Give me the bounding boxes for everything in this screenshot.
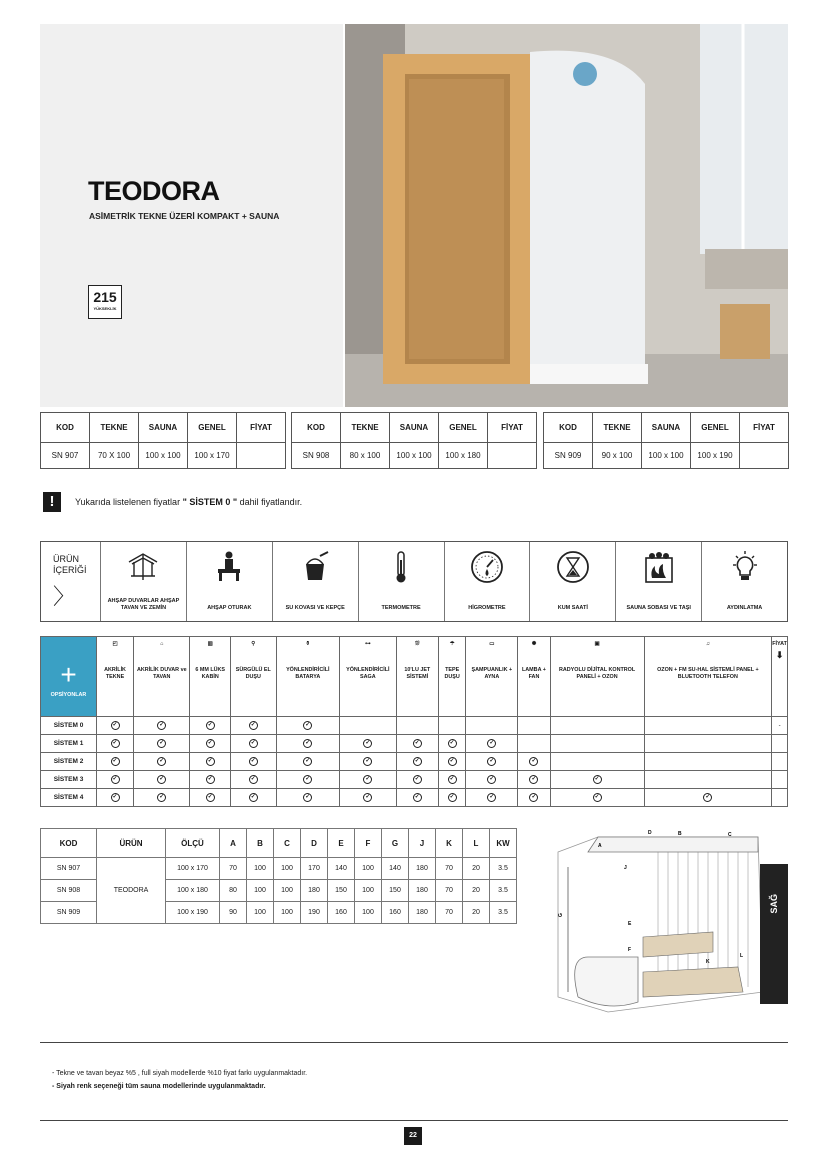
drawing-label-g: G <box>558 913 564 917</box>
option-header: ▭ ŞAMPUANLIK + AYNA <box>466 637 518 717</box>
check-icon: ✓ <box>531 776 537 782</box>
price-header: GENEL <box>691 413 740 443</box>
check-icon: ✓ <box>112 740 118 746</box>
system-name: SİSTEM 4 <box>41 789 97 807</box>
contents-item <box>445 542 531 621</box>
option-cell <box>438 735 465 753</box>
check-icon: ✓ <box>489 740 495 746</box>
dim-cell: 100 <box>274 858 301 880</box>
option-header: ⚱ YÖNLENDİRİCİLİ BATARYA <box>276 637 339 717</box>
system-name: SİSTEM 3 <box>41 771 97 789</box>
dimensions-table <box>40 828 517 924</box>
system-name: SİSTEM 2 <box>41 753 97 771</box>
chevron-right-icon: 〉 <box>53 584 76 609</box>
product-subtitle: ASİMETRİK TEKNE ÜZERİ KOMPAKT + SAUNA <box>89 211 280 221</box>
check-icon: ✓ <box>531 758 537 764</box>
price-cell: 100 x 180 <box>439 443 488 469</box>
dim-cell: 3.5 <box>490 902 517 924</box>
drawing-label-b: B <box>678 831 682 837</box>
check-icon: ✓ <box>489 758 495 764</box>
dim-cell: 100 <box>355 858 382 880</box>
option-header: ☂ TEPE DUŞU <box>438 637 465 717</box>
option-cell <box>396 771 438 789</box>
check-icon: ✓ <box>489 776 495 782</box>
dim-cell: 90 <box>220 902 247 924</box>
check-icon: ✓ <box>250 794 256 800</box>
option-cell <box>438 771 465 789</box>
contents-item-label: HİGROMETRE <box>468 605 506 611</box>
dim-cell: 100 <box>247 902 274 924</box>
check-icon: ✓ <box>305 758 311 764</box>
dim-cell: 80 <box>220 880 247 902</box>
dim-cell: 3.5 <box>490 880 517 902</box>
option-cell <box>134 735 190 753</box>
check-icon: ✓ <box>112 722 118 728</box>
option-cell <box>230 717 276 735</box>
option-cell <box>644 789 772 807</box>
option-cell <box>339 717 396 735</box>
price-cell: SN 908 <box>292 443 341 469</box>
options-header-cell <box>41 637 97 717</box>
option-row <box>41 717 788 735</box>
contents-item-label: AHŞAP OTURAK <box>207 605 252 611</box>
dim-product: TEODORA <box>97 858 166 924</box>
dim-cell: 100 <box>355 880 382 902</box>
option-cell <box>190 771 230 789</box>
dim-cell: 100 x 170 <box>166 858 220 880</box>
drawing-label-l: L <box>740 953 744 959</box>
dim-cell: SN 909 <box>41 902 97 924</box>
dim-cell: 20 <box>463 880 490 902</box>
dim-cell: 70 <box>436 858 463 880</box>
option-header: ⊶ YÖNLENDİRİCİLİ SAGA <box>339 637 396 717</box>
check-icon: ✓ <box>250 776 256 782</box>
system-name: SİSTEM 0 <box>41 717 97 735</box>
contents-item-label: AYDINLATMA <box>726 605 763 611</box>
check-icon: ✓ <box>414 776 420 782</box>
option-cell <box>396 735 438 753</box>
check-icon: ✓ <box>159 740 165 746</box>
option-cell <box>550 735 644 753</box>
option-row <box>41 771 788 789</box>
option-cell <box>134 753 190 771</box>
stove-icon <box>642 550 676 584</box>
check-icon: ✓ <box>250 758 256 764</box>
option-cell <box>518 771 550 789</box>
price-header: TEKNE <box>341 413 390 443</box>
option-cell <box>466 789 518 807</box>
option-cell <box>230 753 276 771</box>
option-cell <box>466 771 518 789</box>
dim-cell: 3.5 <box>490 858 517 880</box>
wood-frame-icon <box>126 550 160 584</box>
pricing-note <box>43 492 302 512</box>
bucket-icon <box>298 550 332 584</box>
contents-item-label: KUM SAATİ <box>557 605 588 611</box>
option-cell <box>339 789 396 807</box>
arrow-down-icon: ⬇ <box>775 650 784 660</box>
dim-header: D <box>301 829 328 858</box>
drawing-label-k: K <box>706 959 710 965</box>
option-cell <box>230 789 276 807</box>
check-icon: ✓ <box>207 722 213 728</box>
dim-header: E <box>328 829 355 858</box>
option-cell <box>134 771 190 789</box>
product-photo <box>345 24 788 407</box>
price-cell: 100 x 100 <box>139 443 188 469</box>
option-cell <box>276 753 339 771</box>
option-cell <box>276 789 339 807</box>
option-cell <box>438 789 465 807</box>
dim-cell: SN 908 <box>41 880 97 902</box>
option-cell <box>339 735 396 753</box>
option-cell <box>97 753 134 771</box>
check-icon: ✓ <box>414 794 420 800</box>
dim-header: ÜRÜN <box>97 829 166 858</box>
price-header: KOD <box>544 413 593 443</box>
footnote-2: - Siyah renk seçeneği tüm sauna modellerinde uygulanmaktadır. <box>52 1083 266 1090</box>
option-cell <box>339 771 396 789</box>
price-cell <box>488 443 537 469</box>
option-cell <box>276 735 339 753</box>
option-row <box>41 789 788 807</box>
dim-cell: 160 <box>328 902 355 924</box>
price-cell: 90 x 100 <box>593 443 642 469</box>
check-icon: ✓ <box>414 758 420 764</box>
option-cell <box>276 717 339 735</box>
option-cell <box>550 717 644 735</box>
option-cell <box>644 771 772 789</box>
option-cell <box>518 717 550 735</box>
note-text-post: dahil fiyatlandır. <box>239 497 303 507</box>
dim-cell: 160 <box>382 902 409 924</box>
check-icon: ✓ <box>594 776 600 782</box>
dim-header: G <box>382 829 409 858</box>
contents-title-line2: İÇERİĞİ <box>53 565 87 575</box>
dim-cell: 190 <box>301 902 328 924</box>
contents-item <box>187 542 273 621</box>
drawing-label-c: C <box>728 832 732 838</box>
dim-header: L <box>463 829 490 858</box>
page-number: 22 <box>404 1127 422 1145</box>
option-price: - <box>772 717 788 735</box>
dim-cell: 150 <box>382 880 409 902</box>
check-icon: ✓ <box>207 758 213 764</box>
option-cell <box>518 753 550 771</box>
thermometer-icon <box>384 550 418 584</box>
dim-header: ÖLÇÜ <box>166 829 220 858</box>
option-cell <box>97 717 134 735</box>
contents-title-line1: ÜRÜN <box>53 554 79 564</box>
plus-icon: + <box>60 659 77 690</box>
dim-cell: 100 <box>247 858 274 880</box>
price-header: GENEL <box>188 413 237 443</box>
footnote-1: - Tekne ve tavan beyaz %5 , full siyah modellerde %10 fiyat farkı uygulanmaktadır. <box>52 1070 308 1077</box>
option-price <box>772 753 788 771</box>
price-table-sn907 <box>40 412 286 469</box>
bulb-icon <box>728 550 762 584</box>
option-cell <box>550 789 644 807</box>
option-cell <box>190 753 230 771</box>
dim-cell: 170 <box>301 858 328 880</box>
contents-item <box>273 542 359 621</box>
hygrometer-icon <box>470 550 504 584</box>
check-icon: ✓ <box>159 794 165 800</box>
option-cell <box>466 735 518 753</box>
option-header: ✺ LAMBA + FAN <box>518 637 550 717</box>
side-indicator <box>760 864 788 1004</box>
price-cell: 100 x 190 <box>691 443 740 469</box>
dim-cell: 180 <box>409 902 436 924</box>
price-cell: 100 x 170 <box>188 443 237 469</box>
option-cell <box>438 717 465 735</box>
dim-cell: SN 907 <box>41 858 97 880</box>
dim-cell: 150 <box>328 880 355 902</box>
divider <box>40 1120 788 1121</box>
product-title: TEODORA <box>88 176 220 206</box>
option-header: ◰ AKRİLİK TEKNE <box>97 637 134 717</box>
check-icon: ✓ <box>705 794 711 800</box>
height-badge <box>88 285 122 319</box>
option-cell <box>230 771 276 789</box>
option-cell <box>550 753 644 771</box>
dim-cell: 100 x 180 <box>166 880 220 902</box>
check-icon: ✓ <box>449 776 455 782</box>
check-icon: ✓ <box>250 740 256 746</box>
options-title: OPSİYONLAR <box>50 692 87 698</box>
contents-item <box>101 542 187 621</box>
check-icon: ✓ <box>305 776 311 782</box>
option-cell <box>644 753 772 771</box>
dim-header: KW <box>490 829 517 858</box>
option-cell <box>97 735 134 753</box>
note-highlight: " SİSTEM 0 " <box>182 497 238 507</box>
option-header-price: FİYAT ⬇ <box>772 637 788 717</box>
dim-cell: 100 x 190 <box>166 902 220 924</box>
option-cell <box>466 753 518 771</box>
option-cell <box>466 717 518 735</box>
side-label: SAĞ <box>769 894 779 914</box>
check-icon: ✓ <box>365 794 371 800</box>
price-cell: SN 907 <box>41 443 90 469</box>
option-cell <box>550 771 644 789</box>
dim-header: A <box>220 829 247 858</box>
dim-row <box>41 858 517 880</box>
option-cell <box>339 753 396 771</box>
option-cell <box>97 789 134 807</box>
check-icon: ✓ <box>449 794 455 800</box>
dim-cell: 70 <box>220 858 247 880</box>
dim-cell: 180 <box>409 858 436 880</box>
dim-cell: 100 <box>274 880 301 902</box>
check-icon: ✓ <box>159 776 165 782</box>
contents-item <box>702 542 787 621</box>
check-icon: ✓ <box>305 722 311 728</box>
technical-drawing <box>548 827 788 1017</box>
check-icon: ✓ <box>594 794 600 800</box>
option-header: ▥ 6 MM LÜKS KABİN <box>190 637 230 717</box>
price-cell: 70 X 100 <box>90 443 139 469</box>
dim-cell: 100 <box>355 902 382 924</box>
check-icon: ✓ <box>112 758 118 764</box>
option-cell <box>644 717 772 735</box>
check-icon: ✓ <box>207 776 213 782</box>
option-cell <box>97 771 134 789</box>
contents-item-label: TERMOMETRE <box>381 605 421 611</box>
price-header: SAUNA <box>139 413 188 443</box>
dim-cell: 70 <box>436 902 463 924</box>
price-header: KOD <box>41 413 90 443</box>
dim-cell: 140 <box>328 858 355 880</box>
check-icon: ✓ <box>207 794 213 800</box>
check-icon: ✓ <box>414 740 420 746</box>
hourglass-icon <box>556 550 590 584</box>
option-cell <box>396 789 438 807</box>
drawing-label-d: D <box>648 830 652 836</box>
check-icon: ✓ <box>365 758 371 764</box>
dim-cell: 100 <box>247 880 274 902</box>
option-cell <box>190 735 230 753</box>
dim-cell: 20 <box>463 902 490 924</box>
check-icon: ✓ <box>305 740 311 746</box>
price-header: FİYAT <box>740 413 789 443</box>
price-header: TEKNE <box>90 413 139 443</box>
check-icon: ✓ <box>365 740 371 746</box>
check-icon: ✓ <box>250 722 256 728</box>
check-icon: ✓ <box>159 722 165 728</box>
price-header: SAUNA <box>642 413 691 443</box>
check-icon: ✓ <box>449 740 455 746</box>
option-cell <box>134 717 190 735</box>
option-price <box>772 789 788 807</box>
option-header: ⛆ 10'LU JET SİSTEMİ <box>396 637 438 717</box>
option-row <box>41 753 788 771</box>
price-header: GENEL <box>439 413 488 443</box>
drawing-label-a: A <box>598 843 602 849</box>
option-cell <box>276 771 339 789</box>
dim-cell: 70 <box>436 880 463 902</box>
option-cell <box>230 735 276 753</box>
option-row <box>41 735 788 753</box>
price-header: KOD <box>292 413 341 443</box>
price-cell: 100 x 100 <box>390 443 439 469</box>
contents-title <box>41 542 101 621</box>
price-header: SAUNA <box>390 413 439 443</box>
drawing-label-j: J <box>624 865 627 871</box>
option-cell <box>518 735 550 753</box>
contents-item <box>616 542 702 621</box>
price-table-sn909 <box>543 412 789 469</box>
contents-item-label: AHŞAP DUVARLAR AHŞAP TAVAN VE ZEMİN <box>107 598 180 611</box>
option-cell <box>644 735 772 753</box>
drawing-label-e: E <box>628 921 632 927</box>
height-badge-number: 215 <box>93 289 117 305</box>
dim-header: J <box>409 829 436 858</box>
option-cell <box>396 717 438 735</box>
contents-item <box>359 542 445 621</box>
contents-item-label: SAUNA SOBASI VE TAŞI <box>626 605 691 611</box>
option-header: ⌂ AKRİLİK DUVAR ve TAVAN <box>134 637 190 717</box>
dim-cell: 180 <box>301 880 328 902</box>
check-icon: ✓ <box>365 776 371 782</box>
options-table <box>40 636 788 807</box>
option-header: ▣ RADYOLU DİJİTAL KONTROL PANELİ + OZON <box>550 637 644 717</box>
dim-header: B <box>247 829 274 858</box>
price-cell: 100 x 100 <box>642 443 691 469</box>
option-price <box>772 735 788 753</box>
system-name: SİSTEM 1 <box>41 735 97 753</box>
price-cell <box>237 443 286 469</box>
dim-cell: 140 <box>382 858 409 880</box>
check-icon: ✓ <box>159 758 165 764</box>
price-header: FİYAT <box>237 413 286 443</box>
dim-header: C <box>274 829 301 858</box>
check-icon: ✓ <box>207 740 213 746</box>
divider <box>40 1042 788 1043</box>
height-badge-label: YÜKSEKLİK <box>93 306 117 311</box>
check-icon: ✓ <box>489 794 495 800</box>
option-header: ♫ OZON + FM SU-HAL SİSTEMLİ PANEL + BLUETOOTH TELEFON <box>644 637 772 717</box>
dim-header: KOD <box>41 829 97 858</box>
check-icon: ✓ <box>449 758 455 764</box>
price-table-sn908 <box>291 412 537 469</box>
note-text-pre: Yukarıda listelenen fiyatlar <box>75 497 181 507</box>
price-header: TEKNE <box>593 413 642 443</box>
drawing-label-f: F <box>628 947 632 953</box>
option-cell <box>518 789 550 807</box>
price-cell <box>740 443 789 469</box>
option-cell <box>134 789 190 807</box>
price-header: FİYAT <box>488 413 537 443</box>
dim-header: F <box>355 829 382 858</box>
dim-cell: 180 <box>409 880 436 902</box>
option-price <box>772 771 788 789</box>
dim-cell: 20 <box>463 858 490 880</box>
warning-icon: ! <box>43 492 61 512</box>
option-header: ⚲ SÜRGÜLÜ EL DUŞU <box>230 637 276 717</box>
check-icon: ✓ <box>305 794 311 800</box>
option-cell <box>190 717 230 735</box>
option-cell <box>438 753 465 771</box>
dim-header: K <box>436 829 463 858</box>
bench-icon <box>212 550 246 584</box>
check-icon: ✓ <box>531 794 537 800</box>
contents-item-label: SU KOVASI VE KEPÇE <box>285 605 345 611</box>
option-cell <box>396 753 438 771</box>
dim-cell: 100 <box>274 902 301 924</box>
option-cell <box>190 789 230 807</box>
check-icon: ✓ <box>112 776 118 782</box>
price-cell: SN 909 <box>544 443 593 469</box>
check-icon: ✓ <box>112 794 118 800</box>
contents-item <box>530 542 616 621</box>
product-contents <box>40 541 788 622</box>
price-cell: 80 x 100 <box>341 443 390 469</box>
